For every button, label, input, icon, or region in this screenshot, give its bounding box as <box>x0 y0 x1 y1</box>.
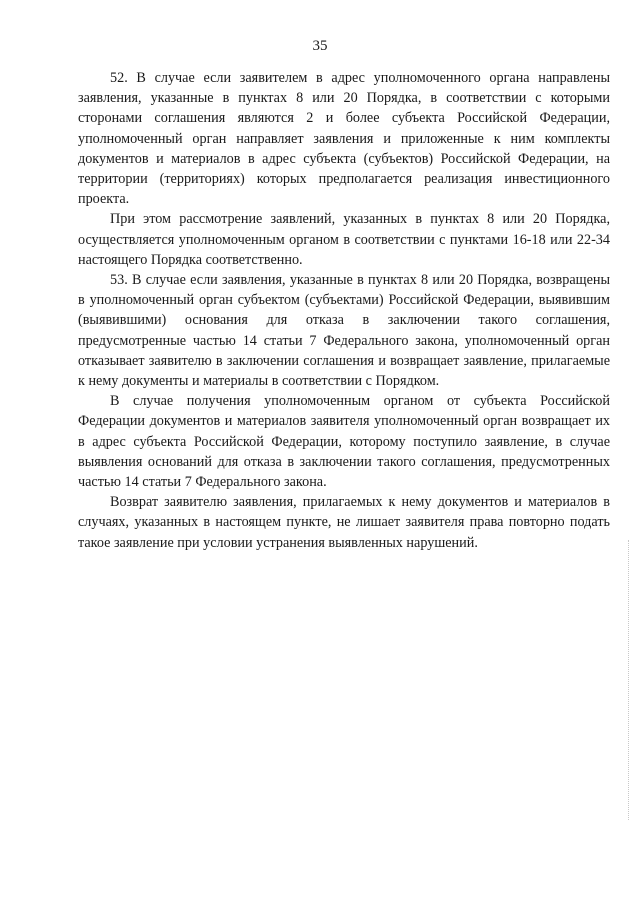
paragraph-52: 52. В случае если заявителем в адрес уполномоченного органа направлены заявления, указанные в пунктах 8 или 20 Порядка, в соответствии с которыми сторонами соглашения являются 2 и более субъекта Российской Федерации, уполномоченный орган направляет заявления и приложенные к ним комплекты документов и материалов в адрес субъекта (субъектов) Российской Федерации, на территории (территориях) которых предполагается реализация инвестиционного проекта. <box>78 70 610 208</box>
paragraph-53-return: Возврат заявителю заявления, прилагаемых к нему документов и материалов в случаях, указанных в настоящем пункте, не лишает заявителя права повторно подать такое заявление при условии устранения выявленных нарушений. <box>78 494 610 551</box>
document-body <box>78 68 610 553</box>
scan-edge-artifact <box>628 540 630 820</box>
page-number: 35 <box>312 38 328 54</box>
paragraph-53: 53. В случае если заявления, указанные в пунктах 8 или 20 Порядка, возвращены в уполномоченный орган субъектом (субъектами) Российской Федерации, выявившим (выявившими) основания для отказа в заключении такого соглашения, предусмотренные частью 14 статьи 7 Федерального закона, уполномоченный орган отказывает заявителю в заключении соглашения и возвращает заявление, прилагаемые к нему документы и материалы в соответствии с Порядком. <box>78 272 610 390</box>
paragraph-53-receipt: В случае получения уполномоченным органом от субъекта Российской Федерации документов и материалов заявителя уполномоченный орган возвращает их в адрес субъекта Российской Федерации, которому поступило заявление, в случае выявления оснований для отказа в заключении такого соглашения, предусмотренных частью 14 статьи 7 Федерального закона. <box>78 393 610 491</box>
paragraph-52-review: При этом рассмотрение заявлений, указанных в пунктах 8 или 20 Порядка, осуществляется уполномоченным органом в соответствии с пунктами 16-18 или 22-34 настоящего Порядка соответственно. <box>78 211 610 268</box>
